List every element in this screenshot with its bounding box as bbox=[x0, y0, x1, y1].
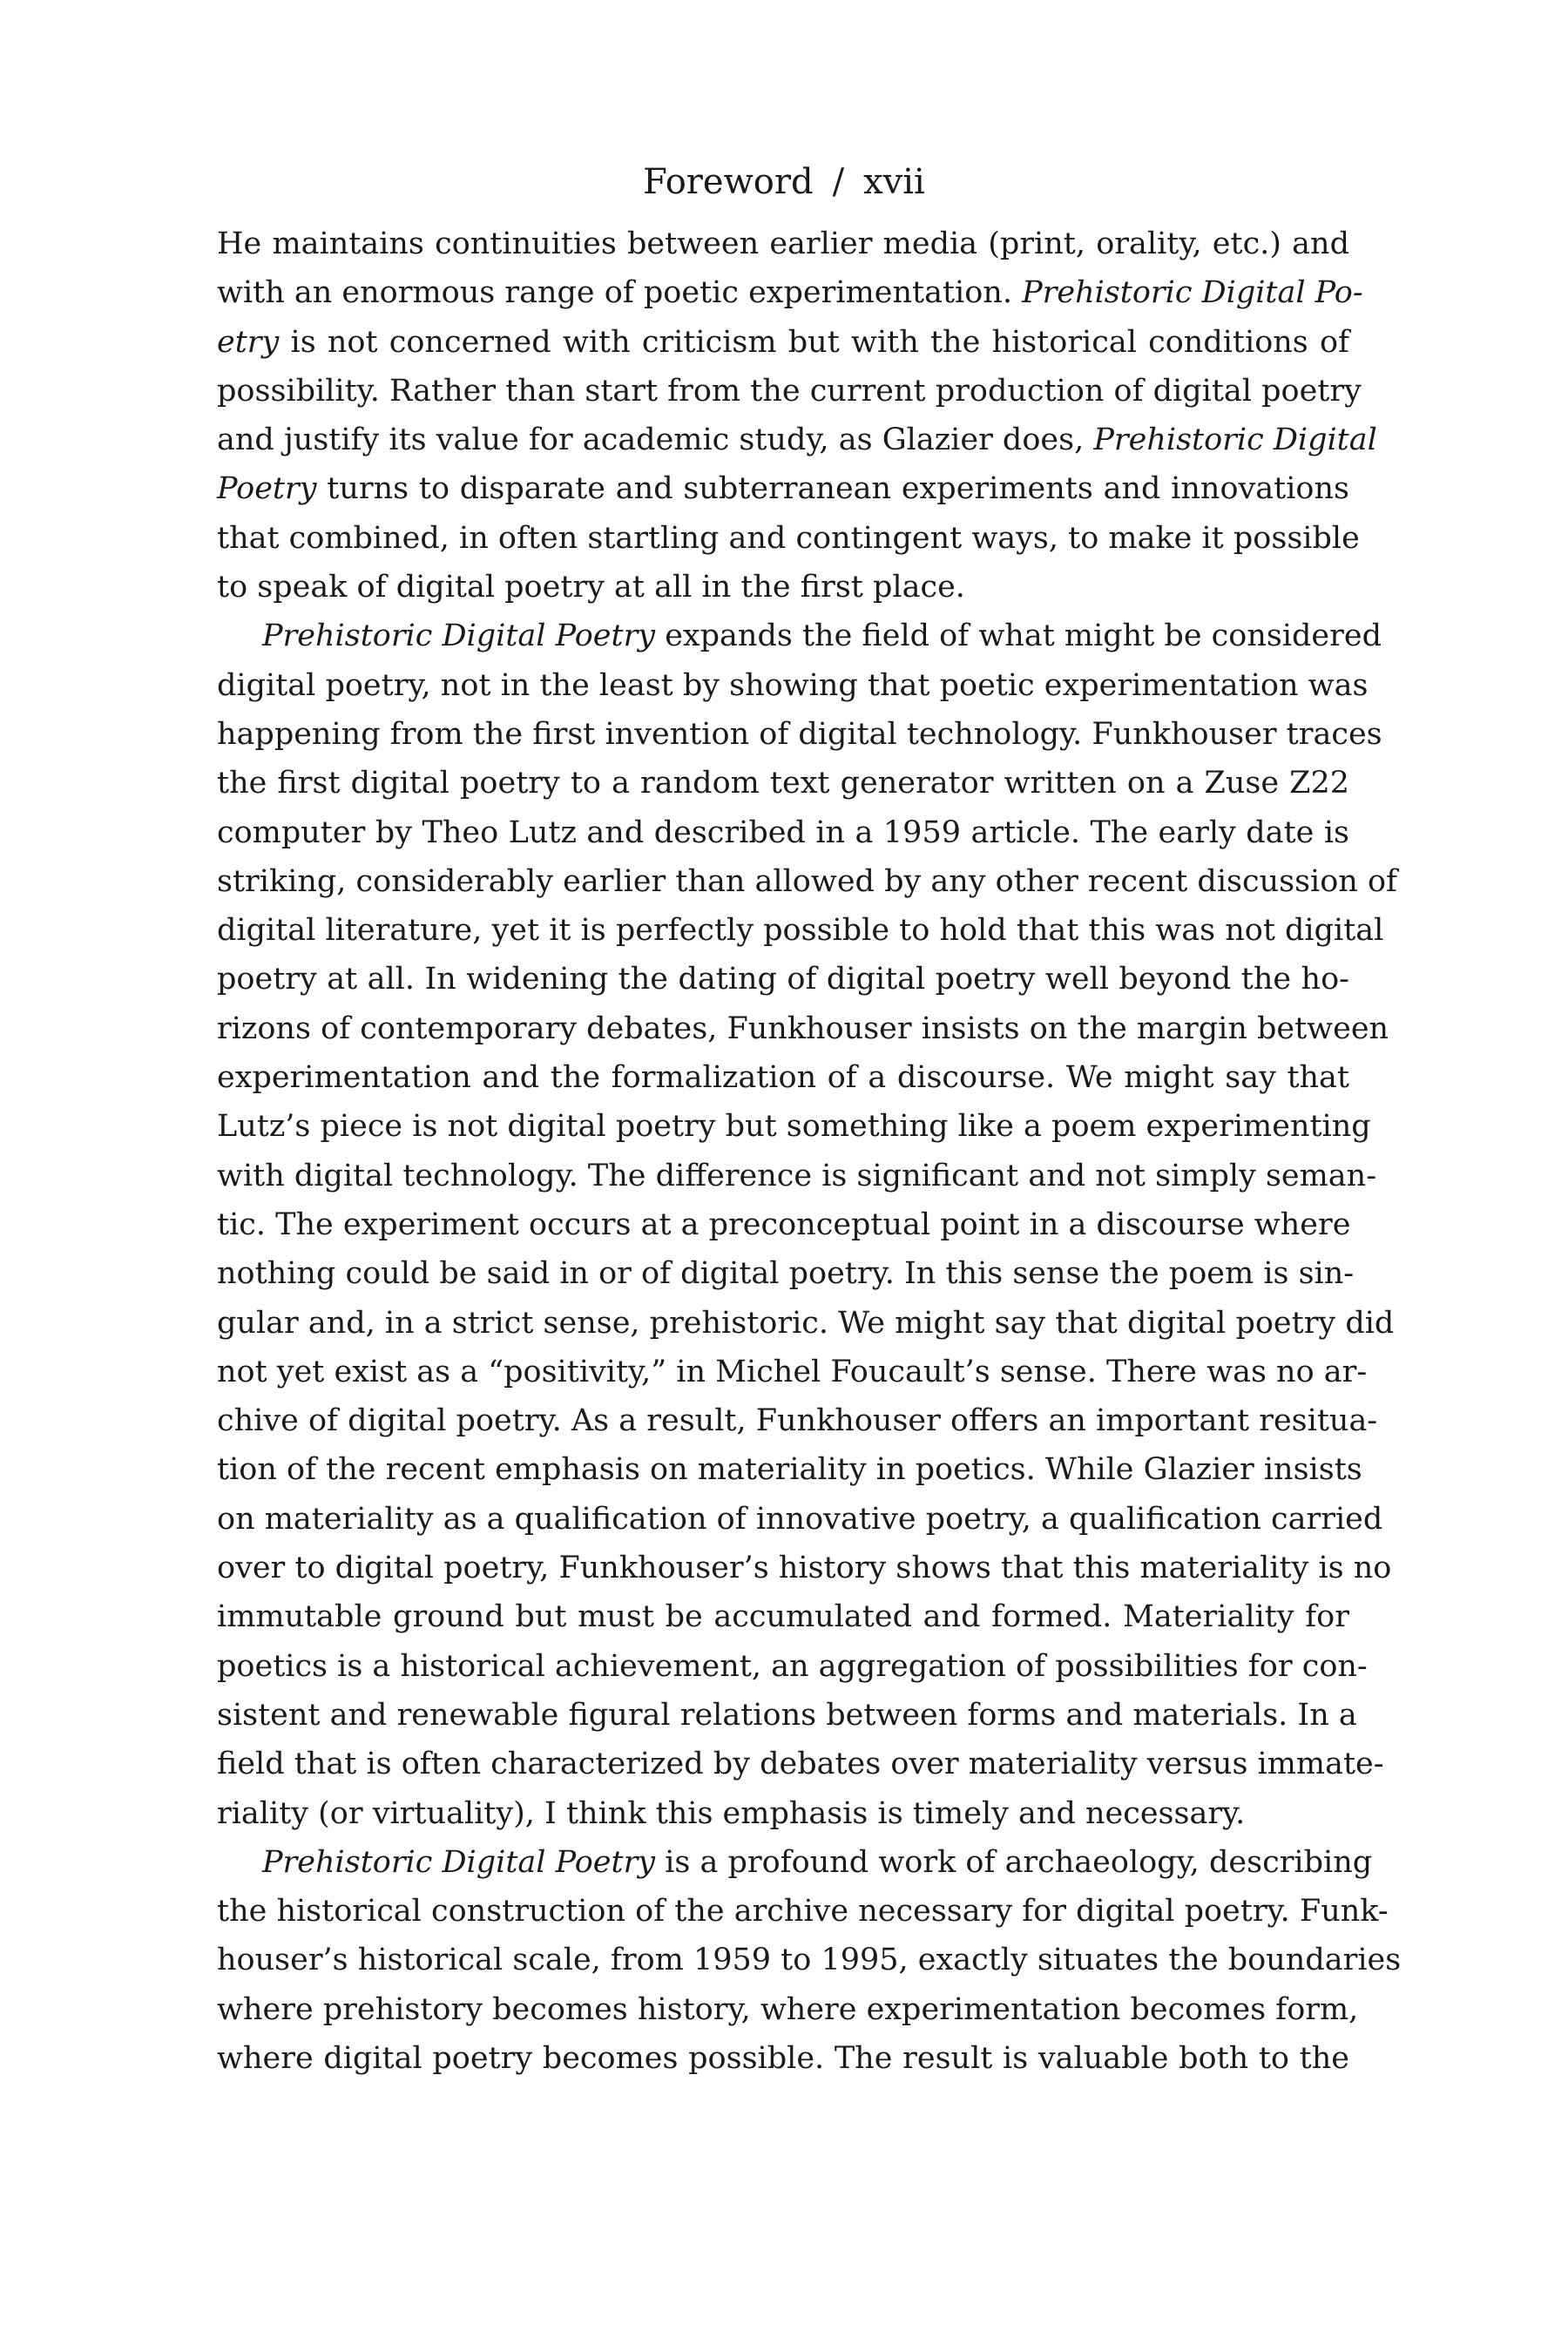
text-run: is a profound work of archaeology, describing bbox=[655, 1844, 1373, 1880]
text-run: tion of the recent emphasis on materiality in poetics. While Glazier insists bbox=[217, 1452, 1362, 1488]
text-line bbox=[217, 1936, 1402, 1984]
text-run: computer by Theo Lutz and described in a 1959 article. The early date is bbox=[217, 814, 1349, 850]
text-run: poetry at all. In widening the dating of digital poetry well beyond the ho- bbox=[217, 962, 1349, 997]
italic-title: Prehistoric Digital Poetry bbox=[262, 1844, 656, 1880]
header-separator: / bbox=[832, 162, 845, 202]
body-text bbox=[217, 220, 1402, 2083]
text-run: the historical construction of the archive necessary for digital poetry. Funk- bbox=[217, 1894, 1389, 1930]
text-line bbox=[217, 1789, 1349, 1838]
italic-title: Poetry bbox=[217, 471, 317, 507]
text-line bbox=[217, 661, 1369, 710]
text-line bbox=[217, 1200, 1349, 1249]
text-line bbox=[217, 464, 1349, 513]
text-line bbox=[217, 1495, 1383, 1544]
text-run: tic. The experiment occurs at a preconceptual point in a discourse where bbox=[217, 1206, 1351, 1242]
text-run: digital literature, yet it is perfectly possible to hold that this was not digital bbox=[217, 913, 1384, 949]
text-line bbox=[217, 1592, 1349, 1641]
text-line bbox=[217, 759, 1349, 808]
text-line bbox=[217, 1053, 1349, 1102]
text-run: houser’s historical scale, from 1959 to 1995, exactly situates the boundaries bbox=[217, 1943, 1402, 1978]
text-run: He maintains continuities between earlier media (print, orality, etc.) and bbox=[217, 226, 1349, 261]
text-line bbox=[217, 612, 1382, 660]
text-line bbox=[217, 1348, 1368, 1396]
text-run: immutable ground but must be accumulated and formed. Materiality for bbox=[217, 1599, 1349, 1635]
text-run: rizons of contemporary debates, Funkhouser insists on the margin between bbox=[217, 1010, 1389, 1046]
text-line bbox=[217, 808, 1349, 857]
text-line bbox=[217, 1004, 1389, 1053]
text-run: not yet exist as a “positivity,” in Michel Foucault’s sense. There was no ar- bbox=[217, 1354, 1368, 1389]
text-run: to speak of digital poetry at all in the first place. bbox=[217, 570, 965, 605]
text-run: nothing could be said in or of digital poetry. In this sense the poem is sin- bbox=[217, 1256, 1355, 1292]
italic-title: Prehistoric Digital Po- bbox=[1022, 275, 1363, 311]
text-line bbox=[217, 1152, 1377, 1200]
text-line bbox=[217, 514, 1360, 563]
running-head bbox=[0, 162, 1568, 202]
text-line bbox=[217, 1887, 1389, 1936]
text-line bbox=[217, 416, 1377, 464]
text-run: that combined, in often startling and contingent ways, to make it possible bbox=[217, 520, 1360, 556]
paragraph bbox=[217, 612, 1398, 1837]
text-run: is not concerned with criticism but with the historical conditions of bbox=[279, 324, 1349, 360]
text-line bbox=[217, 268, 1363, 317]
text-run: striking, considerably earlier than allowed by any other recent discussion of bbox=[217, 863, 1398, 899]
text-line bbox=[217, 220, 1349, 268]
italic-title: etry bbox=[217, 324, 280, 360]
text-line bbox=[217, 367, 1362, 416]
text-line bbox=[217, 906, 1384, 955]
text-line bbox=[217, 1691, 1357, 1740]
italic-title: Prehistoric Digital bbox=[1093, 422, 1377, 458]
paragraph bbox=[217, 220, 1377, 612]
text-line bbox=[217, 2034, 1349, 2083]
text-line bbox=[217, 857, 1398, 906]
paragraph bbox=[217, 1838, 1402, 2083]
text-run: where prehistory becomes history, where experimentation becomes form, bbox=[217, 1991, 1359, 2027]
text-run: chive of digital poetry. As a result, Funkhouser offers an important resitua- bbox=[217, 1403, 1378, 1439]
italic-title: Prehistoric Digital Poetry bbox=[262, 618, 656, 654]
page-number: xvii bbox=[863, 162, 925, 202]
text-run: digital poetry, not in the least by showing that poetic experimentation was bbox=[217, 667, 1369, 703]
text-run: experimentation and the formalization of a discourse. We might say that bbox=[217, 1060, 1349, 1096]
text-run: over to digital poetry, Funkhouser’s history shows that this materiality is no bbox=[217, 1551, 1392, 1586]
text-run: possibility. Rather than start from the current production of digital poetry bbox=[217, 373, 1362, 409]
text-line bbox=[217, 955, 1349, 1004]
text-line bbox=[217, 1740, 1384, 1788]
text-line bbox=[217, 563, 1349, 612]
text-line bbox=[217, 1985, 1359, 2034]
text-run: with an enormous range of poetic experimentation. bbox=[217, 275, 1023, 311]
text-run: with digital technology. The difference is significant and not simply seman- bbox=[217, 1158, 1377, 1193]
text-run: field that is often characterized by debates over materiality versus immate- bbox=[217, 1747, 1384, 1782]
text-line bbox=[217, 1838, 1373, 1887]
text-line bbox=[217, 1642, 1368, 1691]
text-run: expands the field of what might be considered bbox=[655, 618, 1382, 654]
text-run: and justify its value for academic study, as Glazier does, bbox=[217, 422, 1094, 458]
text-line bbox=[217, 318, 1349, 367]
text-run: the first digital poetry to a random text generator written on a Zuse Z22 bbox=[217, 766, 1349, 801]
text-run: gular and, in a strict sense, prehistoric. We might say that digital poetry did bbox=[217, 1305, 1395, 1341]
text-run: happening from the first invention of digital technology. Funkhouser traces bbox=[217, 716, 1382, 752]
text-line bbox=[217, 1102, 1371, 1151]
text-run: sistent and renewable figural relations between forms and materials. In a bbox=[217, 1697, 1357, 1733]
text-run: on materiality as a qualification of innovative poetry, a qualification carried bbox=[217, 1501, 1383, 1537]
text-run: riality (or virtuality), I think this emphasis is timely and necessary. bbox=[217, 1795, 1246, 1831]
text-run: where digital poetry becomes possible. The result is valuable both to the bbox=[217, 2040, 1349, 2076]
text-line bbox=[217, 1544, 1392, 1592]
text-run: Lutz’s piece is not digital poetry but something like a poem experimenting bbox=[217, 1109, 1371, 1145]
text-line bbox=[217, 1249, 1355, 1298]
text-line bbox=[217, 1445, 1362, 1494]
text-run: turns to disparate and subterranean experiments and innovations bbox=[316, 471, 1349, 507]
text-line bbox=[217, 1299, 1395, 1348]
section-title: Foreword bbox=[643, 162, 814, 202]
text-line bbox=[217, 710, 1382, 759]
text-run: poetics is a historical achievement, an aggregation of possibilities for con- bbox=[217, 1648, 1368, 1684]
text-line bbox=[217, 1396, 1378, 1445]
